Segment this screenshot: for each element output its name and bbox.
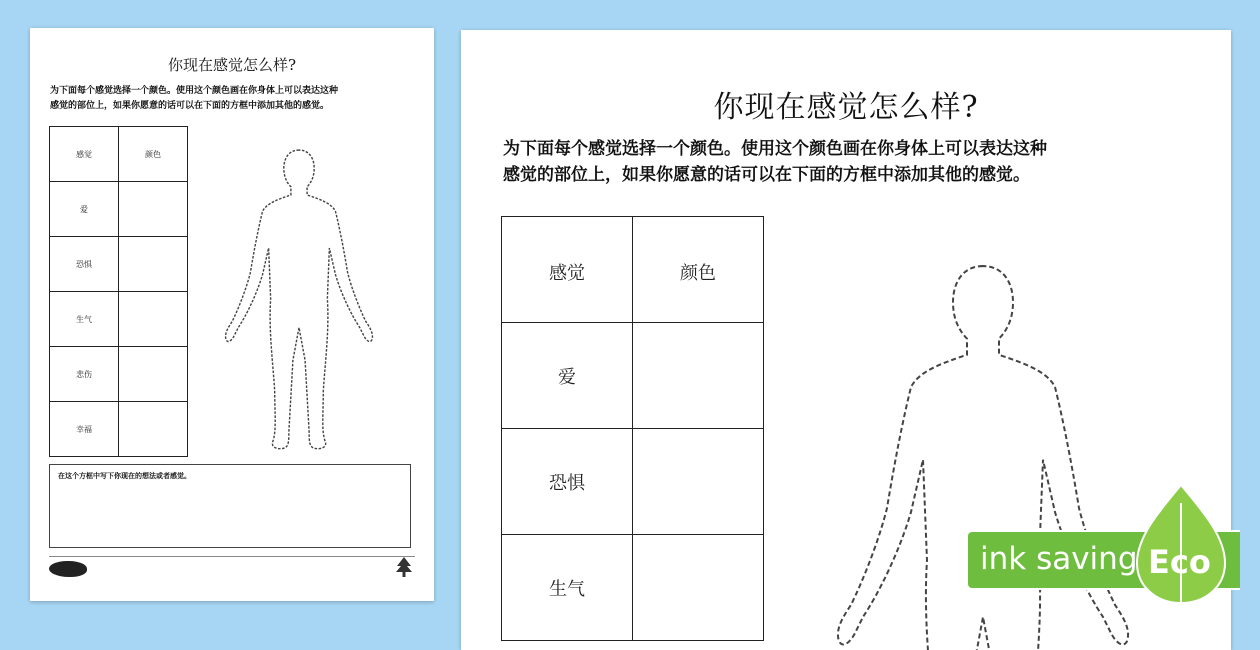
color-cell [119,182,188,237]
instructions: 为下面每个感觉选择一个颜色。使用这个颜色画在你身体上可以表达这种 感觉的部位上，如果你愿意的话可以在下面的方框中添加其他的感觉。 [50,86,339,111]
feeling-cell: 生气 [50,292,119,347]
instructions: 为下面每个感觉选择一个颜色。使用这个颜色画在你身体上可以表达这种 感觉的部位上，如果你愿意的话可以在下面的方框中添加其他的感觉。 [503,139,1047,185]
color-cell [119,237,188,292]
color-cell [633,535,764,641]
feeling-cell: 恐惧 [50,237,119,292]
header-feeling: 感觉 [50,127,119,182]
notes-prompt: 在这个方框中写下你现在的想法或者感觉。 [58,471,191,480]
header-color: 颜色 [119,127,188,182]
tree-icon [394,556,414,578]
feeling-cell: 幸福 [50,402,119,457]
color-cell [119,402,188,457]
color-cell [633,323,764,429]
page-title: 你现在感觉怎么样? [167,56,297,74]
body-outline-icon [218,146,380,452]
page-title: 你现在感觉怎么样? [713,90,979,125]
feeling-cell: 恐惧 [502,429,633,535]
table-row [50,347,188,402]
feeling-cell: 生气 [502,535,633,641]
notes-box[interactable] [49,464,411,548]
footer-divider [49,556,415,557]
color-cell [119,292,188,347]
feeling-cell: 爱 [502,323,633,429]
header-color: 颜色 [633,217,764,323]
twinkl-logo-icon [49,561,87,577]
feelings-table [49,126,188,457]
table-row [50,182,188,237]
color-cell [119,347,188,402]
color-cell [633,429,764,535]
table-row [502,429,764,535]
table-row [50,292,188,347]
table-row [50,127,188,182]
table-row [502,323,764,429]
worksheet-thumbnail[interactable] [30,28,434,601]
eco-label: Eco [1148,543,1211,581]
table-row [502,535,764,641]
feelings-table [501,216,764,641]
table-row [50,402,188,457]
feeling-cell: 悲伤 [50,347,119,402]
feeling-cell: 爱 [50,182,119,237]
ink-saving-label: ink saving [980,541,1138,577]
table-row [502,217,764,323]
table-row [50,237,188,292]
eco-ink-saving-badge [963,483,1260,613]
header-feeling: 感觉 [502,217,633,323]
